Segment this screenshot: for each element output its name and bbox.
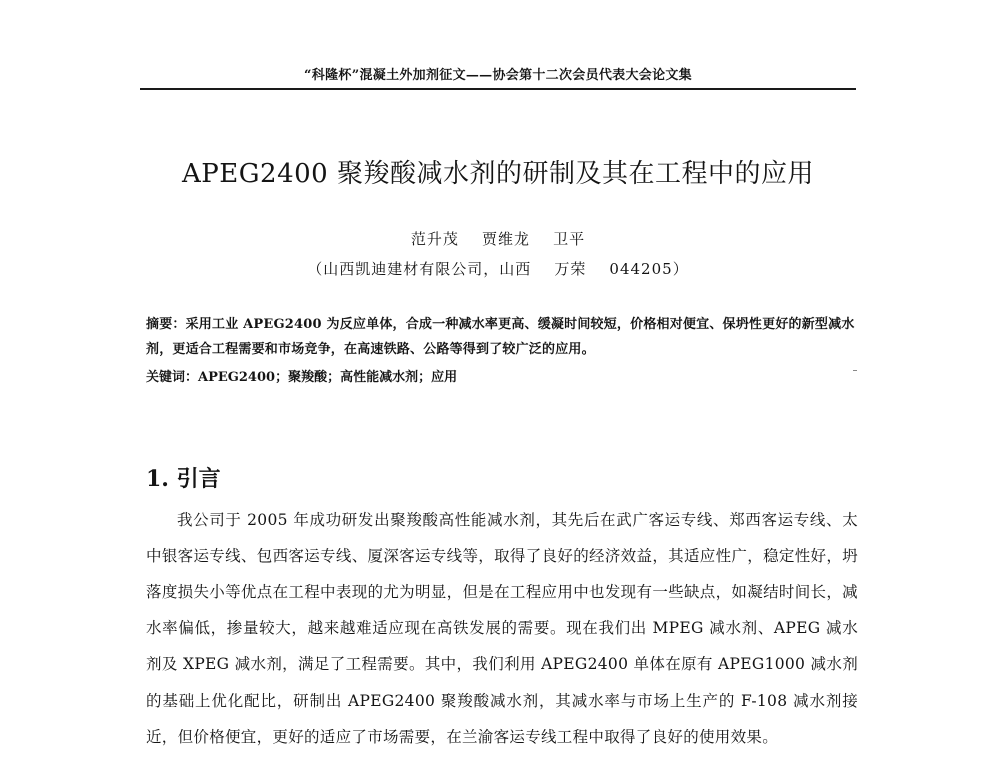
paper-title: APEG2400 聚羧酸减水剂的研制及其在工程中的应用 (182, 159, 814, 190)
abstract-text: 采用工业 APEG2400 为反应单体，合成一种减水率更高、缓凝时间较短，价格相对便宜、保坍性更好的新型减水剂，更适合工程需要和市场竞争，在高速铁路、公路等得到了较广泛的应用。 (146, 317, 855, 357)
affiliation: （山西凯迪建材有限公司，山西 万荣 044205） (307, 260, 689, 278)
abstract (146, 312, 858, 362)
header-rule (140, 88, 856, 90)
running-header: “科隆杯”混凝土外加剂征文——协会第十二次会员代表大会论文集 (304, 68, 692, 83)
introduction-paragraph: 我公司于 2005 年成功研发出聚羧酸高性能减水剂，其先后在武广客运专线、郑西客运专线、太中银客运专线、包西客运专线、厦深客运专线等，取得了良好的经济效益，其适应性广，稳定性好，坍落度损失小等优点在工程中表现的尤为明显，但是在工程应用中也发现有一些缺点，如凝结时间长，减水率偏低，掺量较大，越来越难适应现在高铁发展的需要。现在我们出 MPEG 减水剂、APEG 减水剂及 XPEG 减水剂，满足了工程需要。其中，我们利用 APEG2400 单体在原有 APEG1000 减水剂的基础上优化配比，研制出 APEG2400 聚羧酸减水剂，其减水率与市场上生产的 F-108 减水剂接近，但价格便宜，更好的适应了市场需要，在兰渝客运专线工程中取得了良好的使用效果。 (146, 510, 858, 746)
authors: 范升茂 贾维龙 卫平 (410, 230, 586, 248)
keywords-text: APEG2400；聚羧酸；高性能减水剂；应用 (198, 370, 458, 385)
keywords (146, 368, 858, 388)
section-heading-introduction: 1. 引言 (146, 466, 221, 493)
keywords-label: 关键词： (146, 370, 199, 385)
scan-speck (853, 370, 857, 371)
abstract-label: 摘要： (146, 317, 186, 332)
